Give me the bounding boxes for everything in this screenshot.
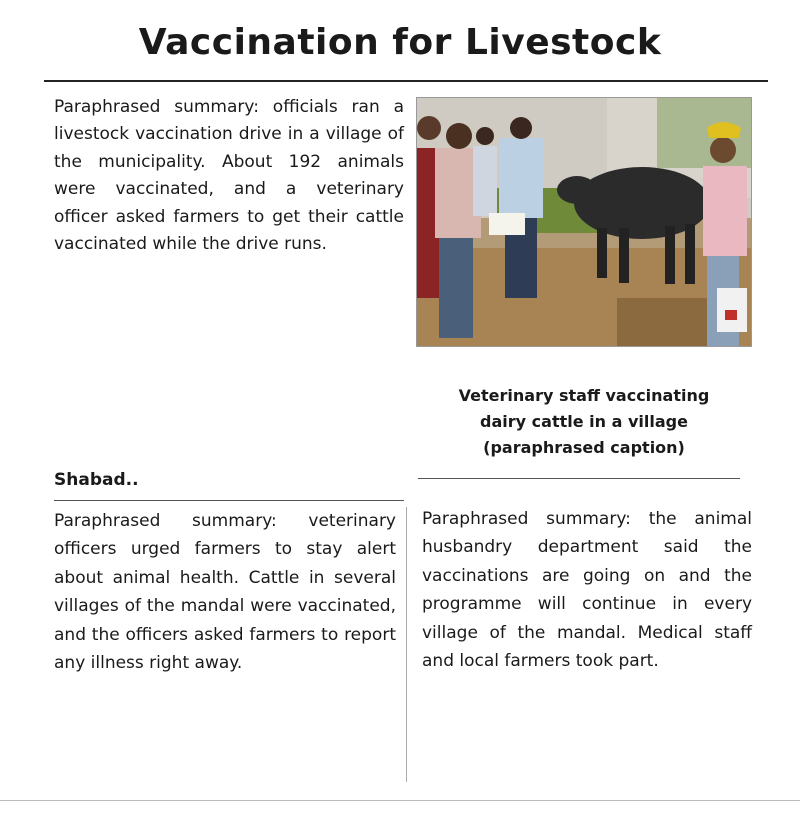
headline: Vaccination for Livestock [138, 21, 662, 63]
photo-caption [420, 383, 748, 461]
cattle-vaccination-photo [417, 98, 752, 347]
caption-line-1: Veterinary staff vaccinating [458, 386, 710, 405]
headline-rule [44, 80, 768, 82]
caption-line-2: dairy cattle in a village [480, 412, 688, 431]
article-body-right [422, 505, 752, 675]
news-photo [416, 97, 752, 347]
column-divider [406, 507, 407, 782]
body-left-paragraph: Paraphrased summary: veterinary officers urged farmers to stay alert about animal health. Cattle in several villages of the mandal were vaccinated, and the officers asked farmers to report any illness right away. [54, 511, 396, 674]
subhead-rule [54, 500, 404, 501]
caption-rule [418, 478, 740, 479]
article-intro [54, 94, 404, 258]
dateline-subhead: Shabad.. [54, 470, 139, 490]
bottom-rule [0, 800, 800, 801]
body-right-paragraph: Paraphrased summary: the animal husbandry department said the vaccinations are going on and the programme will continue in every village of the mandal. Medical staff and local farmers took part. [422, 509, 752, 672]
intro-paragraph: Paraphrased summary: officials ran a livestock vaccination drive in a village of the municipality. About 192 animals were vaccinated, and a veterinary officer asked farmers to get their cattle vaccinated while the drive runs. [54, 97, 404, 255]
article-body-left [54, 507, 396, 677]
headline-banner [0, 6, 800, 78]
caption-line-3: (paraphrased caption) [483, 438, 685, 457]
